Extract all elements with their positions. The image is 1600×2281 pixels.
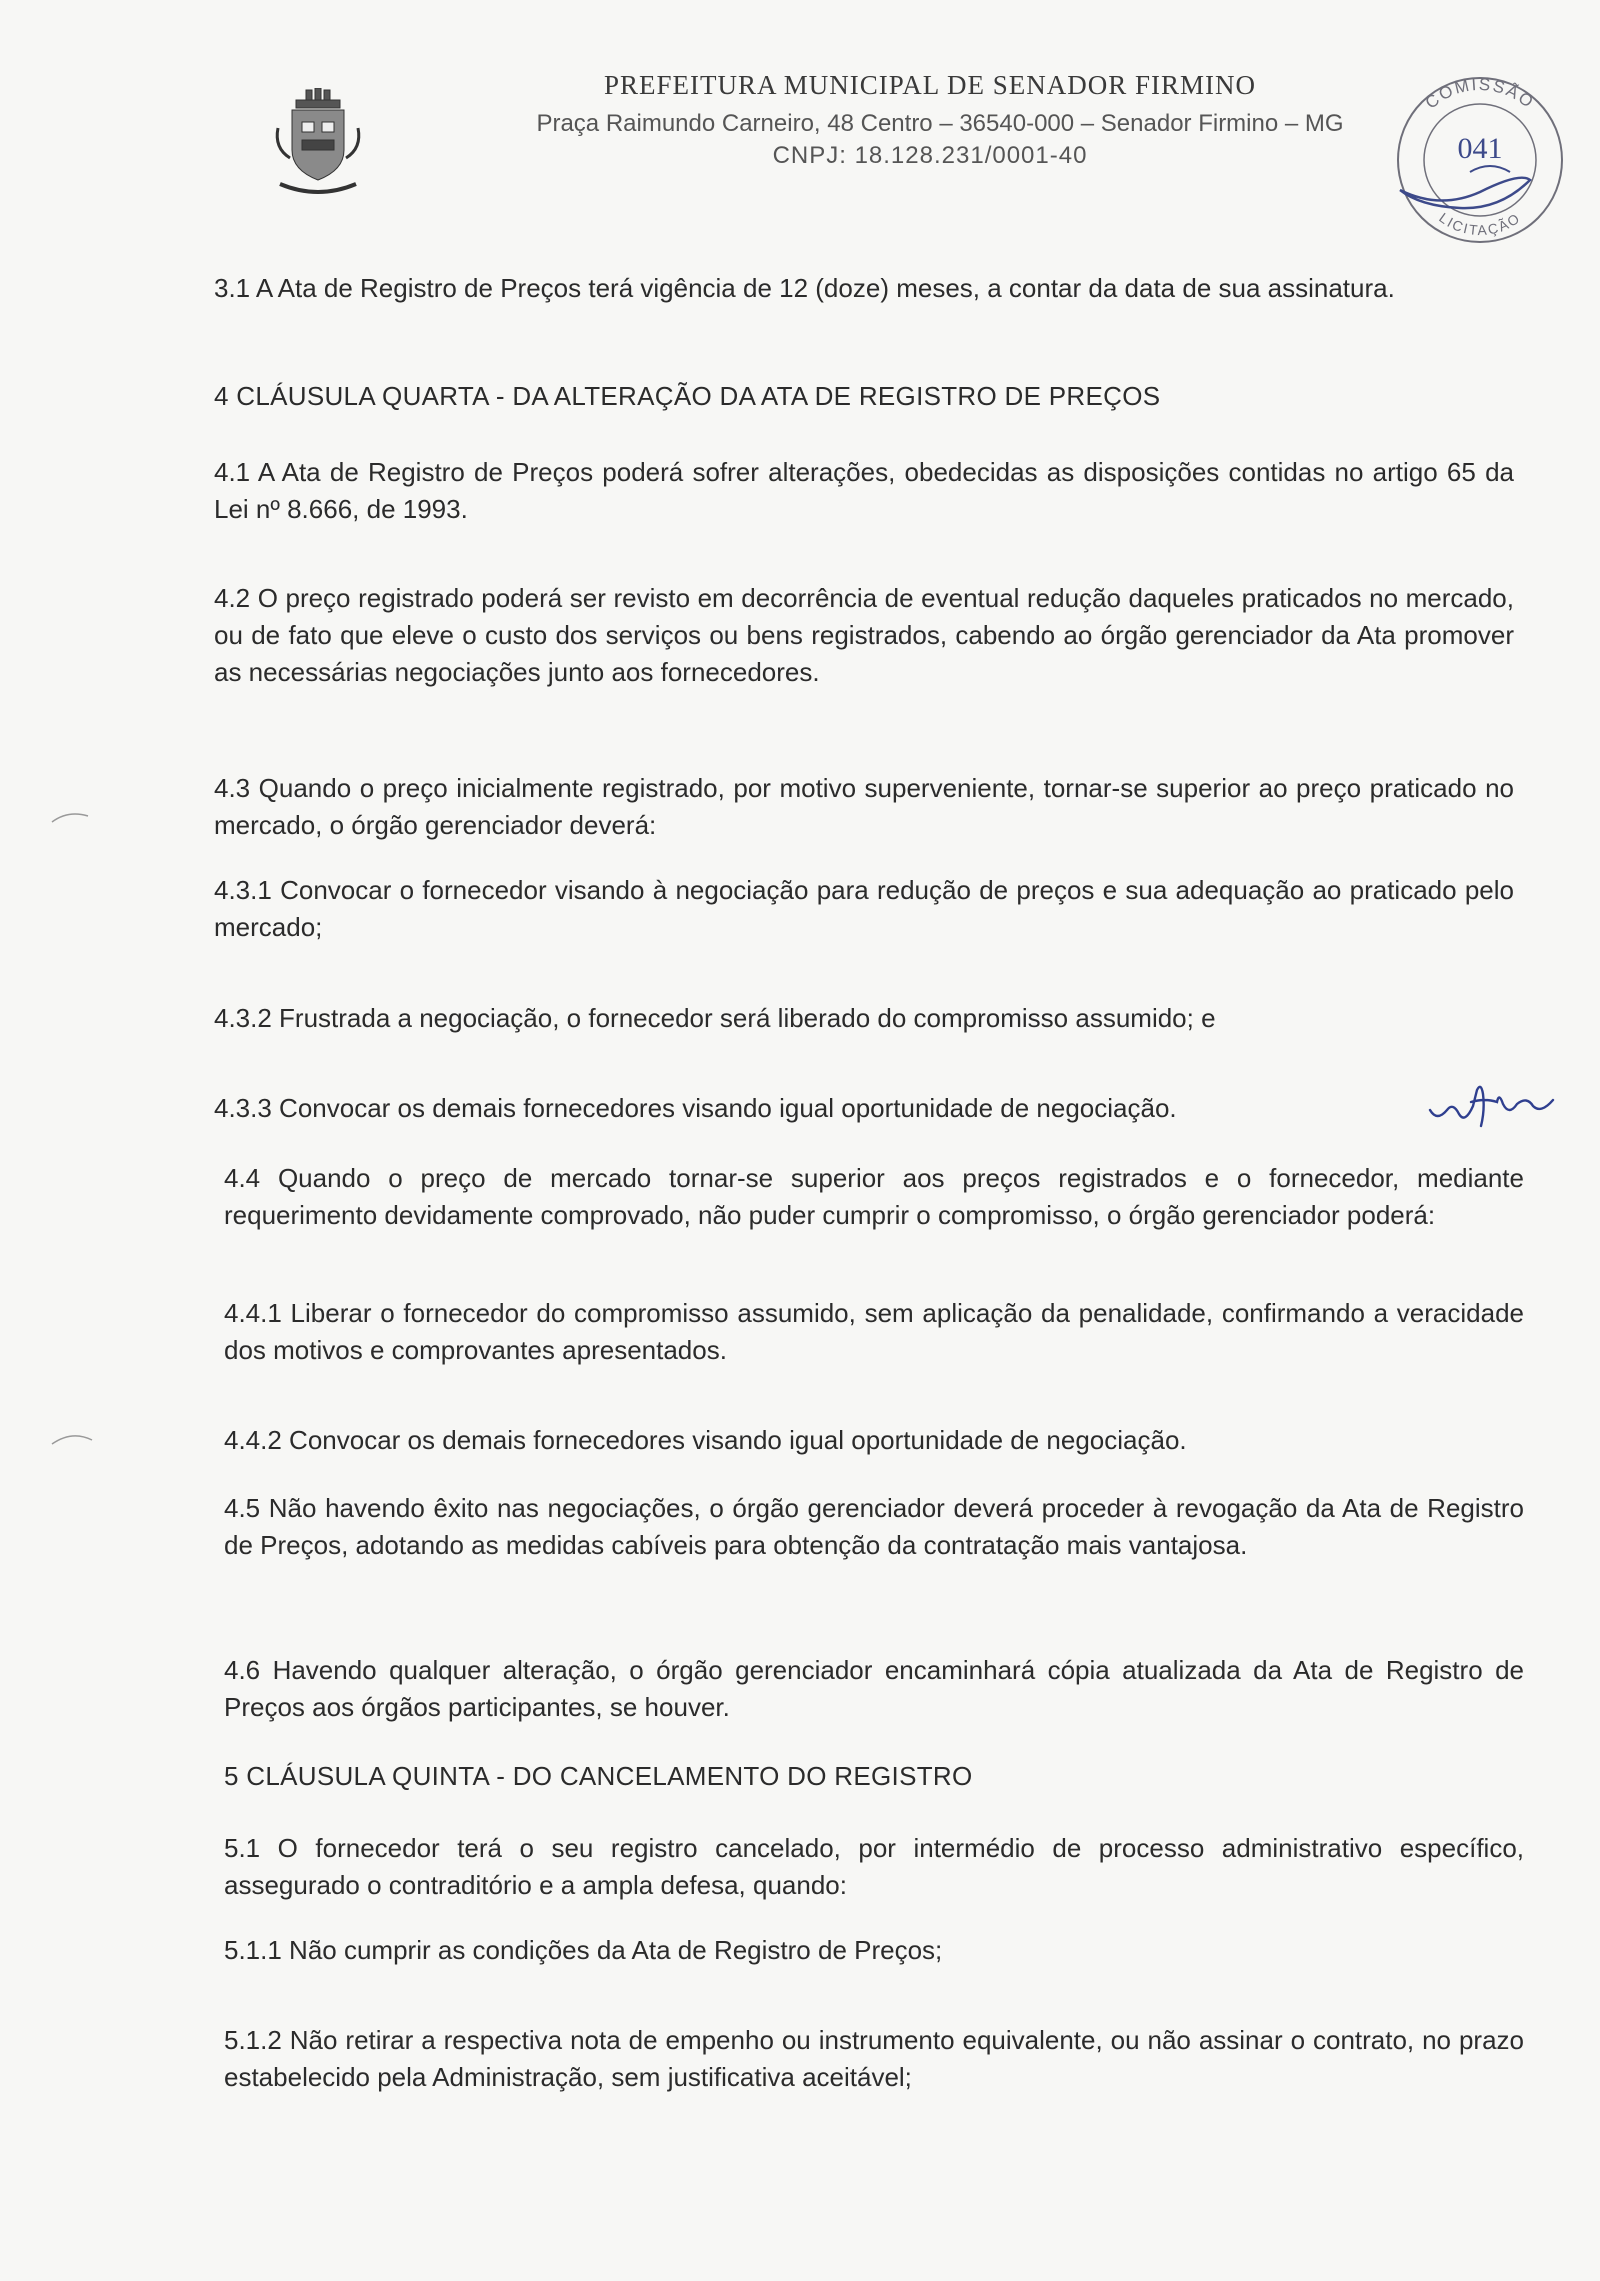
municipal-crest-icon [268,88,364,198]
clause-4-3-3: 4.3.3 Convocar os demais fornecedores visando igual oportunidade de negociação. [214,1093,1177,1123]
scan-artifact-mark [48,1428,108,1448]
clause-5-1-2: 5.1.2 Não retirar a respectiva nota de empenho ou instrumento equivalente, ou não assinar o contrato, no prazo estabelecido pela Administração, sem justificativa aceitável; [224,2025,1524,2092]
clause-4-heading: 4 CLÁUSULA QUARTA - DA ALTERAÇÃO DA ATA DE REGISTRO DE PREÇOS [214,381,1161,411]
clause-4-4: 4.4 Quando o preço de mercado tornar-se superior aos preços registrados e o fornecedor, mediante requerimento devidamente comprovado, não puder cumprir o compromisso, o órgão gerenciador poderá: [224,1163,1524,1230]
clause-5-1: 5.1 O fornecedor terá o seu registro cancelado, por intermédio de processo administrativo específico, assegurado o contraditório e a ampla defesa, quando: [224,1833,1524,1900]
clause-3-1: 3.1 A Ata de Registro de Preços terá vigência de 12 (doze) meses, a contar da data de sua assinatura. [214,273,1395,303]
stamp-bottom-text: LICITAÇÃO [1436,209,1524,239]
commission-stamp-icon [1380,60,1580,260]
stamp-top-text: COMISSÃO [1421,74,1539,113]
clause-4-5: 4.5 Não havendo êxito nas negociações, o órgão gerenciador deverá proceder à revogação da Ata de Registro de Preços, adotando as medidas cabíveis para obtenção da contratação mais vantajosa. [224,1493,1524,1560]
municipality-cnpj: CNPJ: 18.128.231/0001-40 [772,142,1088,169]
clause-4-3-2: 4.3.2 Frustrada a negociação, o fornecedor será liberado do compromisso assumido; e [214,1003,1216,1033]
clause-4-3: 4.3 Quando o preço inicialmente registrado, por motivo superveniente, tornar-se superior ao preço praticado no mercado, o órgão gerenciador deverá: [214,773,1514,840]
clause-4-2: 4.2 O preço registrado poderá ser revisto em decorrência de eventual redução daqueles praticados no mercado, ou de fato que eleve o custo dos serviços ou bens registrados, cabendo ao órgão gerenciador da Ata promover as necessárias negociações junto aos fornecedores. [214,583,1514,687]
clause-4-3-1: 4.3.1 Convocar o fornecedor visando à negociação para redução de preços e sua adequação ao praticado pelo mercado; [214,875,1514,942]
clause-4-4-1: 4.4.1 Liberar o fornecedor do compromisso assumido, sem aplicação da penalidade, confirmando a veracidade dos motivos e comprovantes apresentados. [224,1298,1524,1365]
svg-text:COMISSÃO [1422,75,1538,113]
clause-5-1-1: 5.1.1 Não cumprir as condições da Ata de Registro de Preços; [224,1935,943,1965]
svg-text:LICITAÇÃO [1436,209,1524,238]
clause-5-heading: 5 CLÁUSULA QUINTA - DO CANCELAMENTO DO REGISTRO [224,1761,973,1791]
stamp-number: 041 [1457,132,1503,165]
clause-4-6: 4.6 Havendo qualquer alteração, o órgão gerenciador encaminhará cópia atualizada da Ata de Registro de Preços aos órgãos participantes, se houver. [224,1655,1524,1722]
clause-4-4-2: 4.4.2 Convocar os demais fornecedores visando igual oportunidade de negociação. [224,1425,1187,1455]
handwritten-initials-icon [1425,1080,1560,1130]
clause-4-1: 4.1 A Ata de Registro de Preços poderá sofrer alterações, obedecidas as disposições contidas no artigo 65 da Lei nº 8.666, de 1993. [214,457,1514,524]
municipality-name: PREFEITURA MUNICIPAL DE SENADOR FIRMINO [603,70,1257,100]
municipality-address: Praça Raimundo Carneiro, 48 Centro – 36540-000 – Senador Firmino – MG [536,110,1344,137]
scan-artifact-mark [48,808,108,828]
letterhead [0,70,1600,210]
